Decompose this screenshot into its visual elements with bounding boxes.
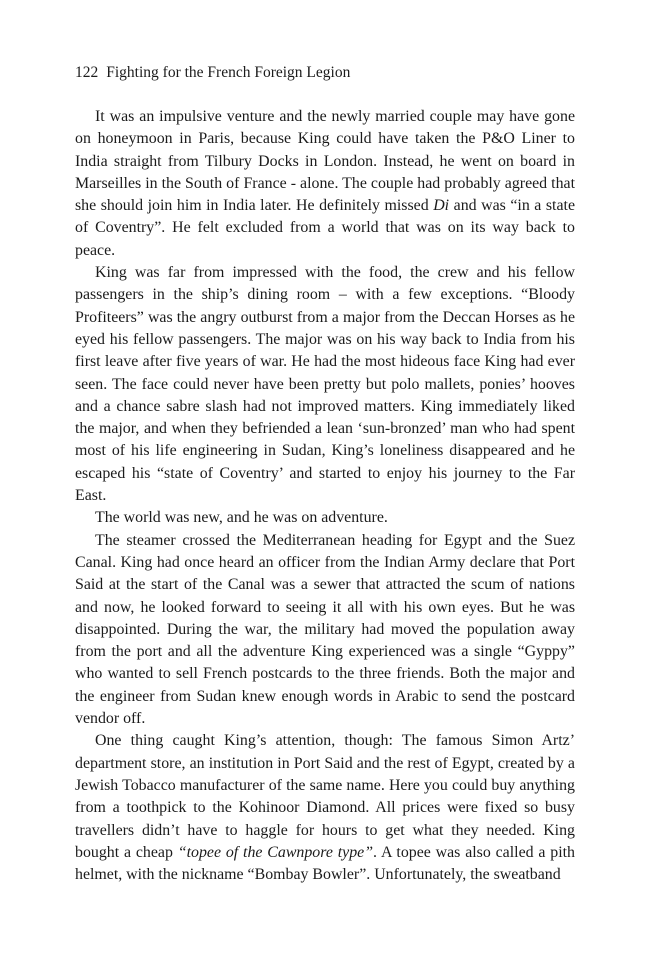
text-segment: The world was new, and he was on adventure.: [95, 509, 388, 527]
text-segment: The steamer crossed the Mediterranean heading for Egypt and the Suez Canal. King had once heard an officer from the Indian Army declare that Port Said at the start of the Canal was a sewer that attracted the scum of nations and now, he looked forward to seeing it all with his own eyes. But he was disappointed. During the war, the military had moved the population away from the port and all the adventure King experienced was a single “Gyppy” who wanted to sell French postcards to the three friends. Both the major and the engineer from Sudan knew enough words in Arabic to send the postcard vendor off.: [75, 531, 575, 728]
page-number: 122: [75, 64, 99, 81]
book-title: Fighting for the French Foreign Legion: [106, 64, 351, 81]
book-page: [75, 62, 575, 886]
body-text: [75, 106, 575, 886]
text-segment: It was an impulsive venture and the newly married couple may have gone on honeymoon in Paris, because King could have taken the P&O Liner to India straight from Tilbury Docks in London. Instead, he went on board in Marseilles in the South of France - alone. The couple had probably agreed that she should join him in India later. He definitely missed: [75, 108, 575, 215]
text-segment: King was far from impressed with the food, the crew and his fellow passengers in the ship’s dining room – with a few exceptions. “Bloody Profiteers” was the angry outburst from a major from the Deccan Horses as he eyed his fellow passengers. The major was on his way back to India from his first leave after five years of war. He had the most hideous face King had ever seen. The face could never have been pretty but polo mallets, ponies’ hooves and a chance sabre slash had not improved matters. King immediately liked the major, and when they befriended a lean ‘sun-bronzed’ man who had spent most of his life engineering in Sudan, King’s loneliness disappeared and he escaped his “state of Coventry’ and started to enjoy his journey to the Far East.: [75, 264, 575, 505]
paragraph: [75, 730, 575, 886]
text-segment: . A topee was also called a pith helmet, with the nickname “Bombay Bowler”. Unfortunately, the sweatband: [75, 843, 576, 884]
paragraph: [75, 507, 575, 529]
paragraph: [75, 530, 575, 731]
italic-text: Di: [433, 197, 450, 215]
paragraph: [75, 106, 575, 262]
text-segment: and was “in a state of Coventry”. He felt excluded from a world that was on its way back to peace.: [75, 197, 575, 259]
italic-text: “topee of the Cawnpore type”: [177, 843, 374, 861]
paragraph: [75, 262, 575, 507]
text-segment: One thing caught King’s attention, though: The famous Simon Artz’ department store, an institution in Port Said and the rest of Egypt, created by a Jewish Tobacco manufacturer of the same name. Here you could buy anything from a toothpick to the Kohinoor Diamond. All prices were fixed so busy travellers didn’t have to haggle for hours to get what they needed. King bought a cheap: [75, 732, 575, 861]
running-head: [75, 62, 575, 84]
